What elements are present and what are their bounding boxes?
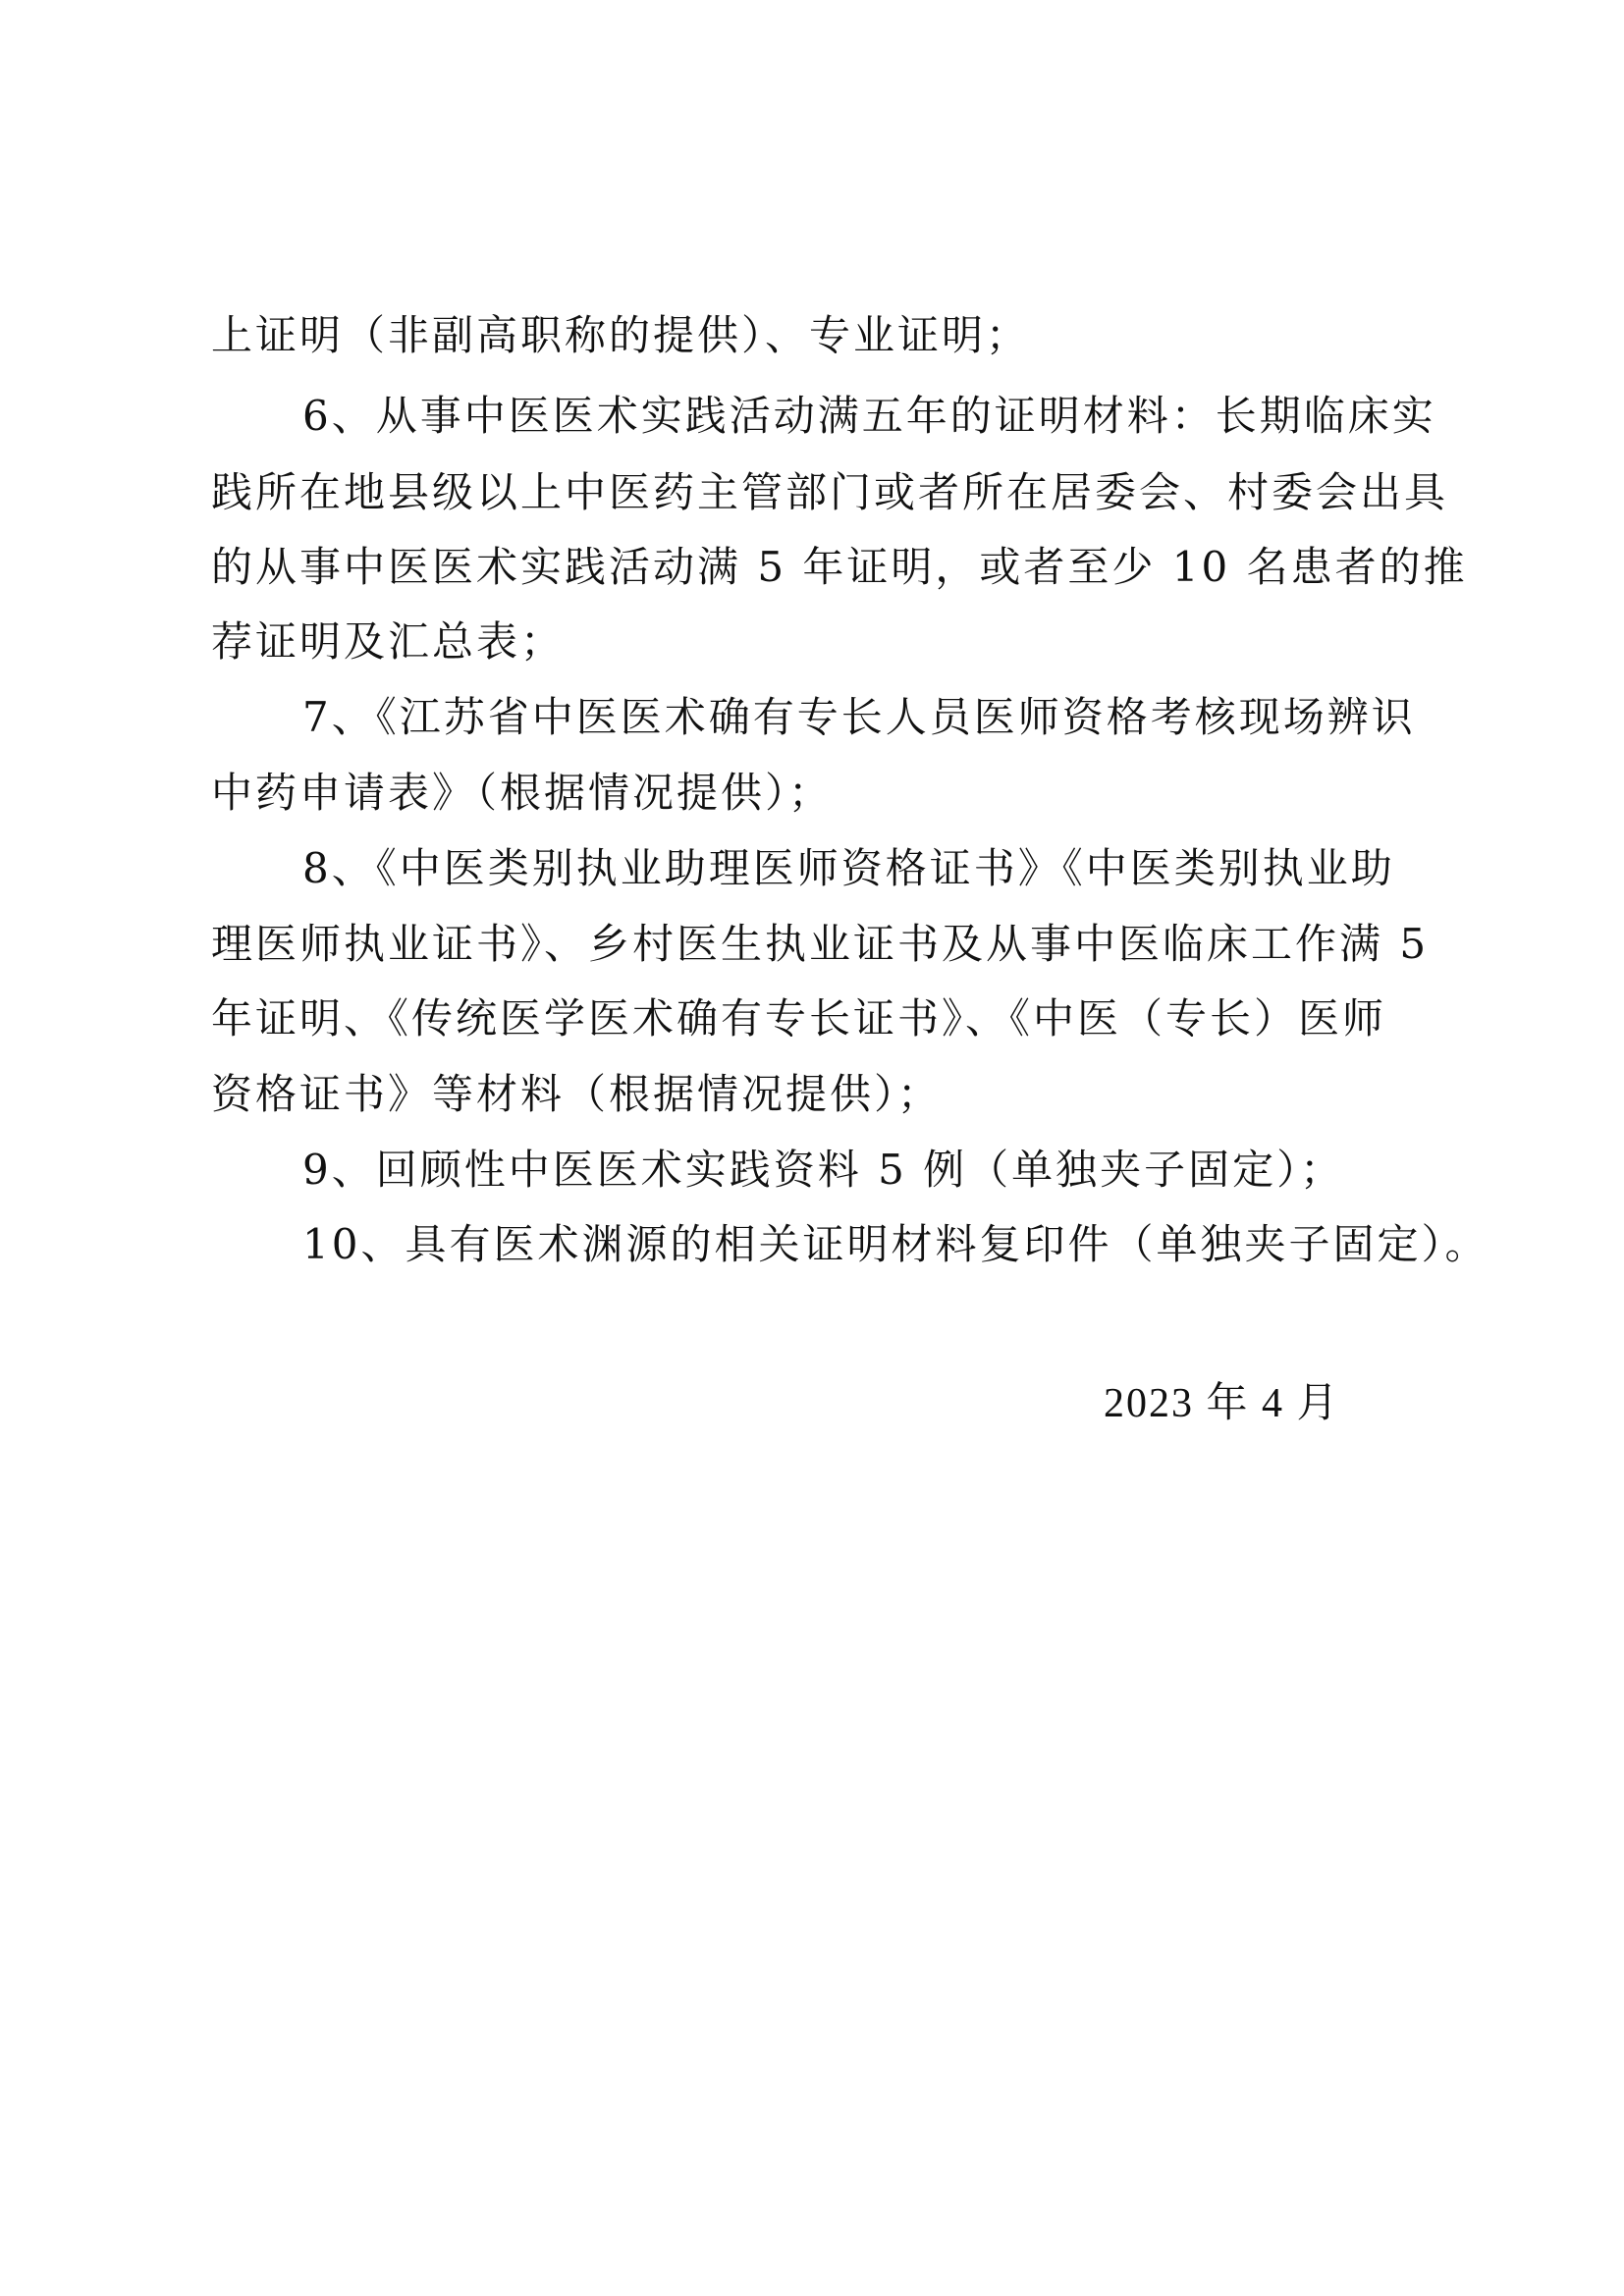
item-8-line-2: 理医师执业证书》、乡村医生执业证书及从事中医临床工作满 5 <box>211 920 1430 968</box>
item-6-line-4: 荐证明及汇总表； <box>211 617 566 666</box>
item-8-line-1: 8、《中医类别执业助理医师资格证书》《中医类别执业助 <box>302 844 1395 892</box>
item-8-line-3: 年证明、《传统医学医术确有专长证书》、《中医（专长）医师 <box>211 994 1387 1042</box>
item-6-line-2: 践所在地县级以上中医药主管部门或者所在居委会、村委会出具 <box>211 468 1449 516</box>
item-7-line-2: 中药申请表》（根据情况提供）； <box>211 769 834 817</box>
text-line-1: 上证明（非副高职称的提供）、专业证明； <box>211 311 1031 359</box>
item-8-line-4: 资格证书》等材料（根据情况提供）； <box>211 1070 943 1118</box>
item-9-line: 9、回顾性中医医术实践资料 5 例（单独夹子固定）； <box>302 1146 1345 1194</box>
item-6-line-1: 6、从事中医医术实践活动满五年的证明材料：长期临床实 <box>302 392 1436 440</box>
item-6-line-3: 的从事中医医术实践活动满 5 年证明，或者至少 10 名患者的推 <box>211 543 1468 591</box>
document-date: 2023 年 4 月 <box>1104 1381 1340 1426</box>
item-7-line-1: 7、《江苏省中医医术确有专长人员医师资格考核现场辨识 <box>302 693 1416 741</box>
item-10-line: 10、具有医术渊源的相关证明材料复印件（单独夹子固定）。 <box>302 1220 1489 1268</box>
